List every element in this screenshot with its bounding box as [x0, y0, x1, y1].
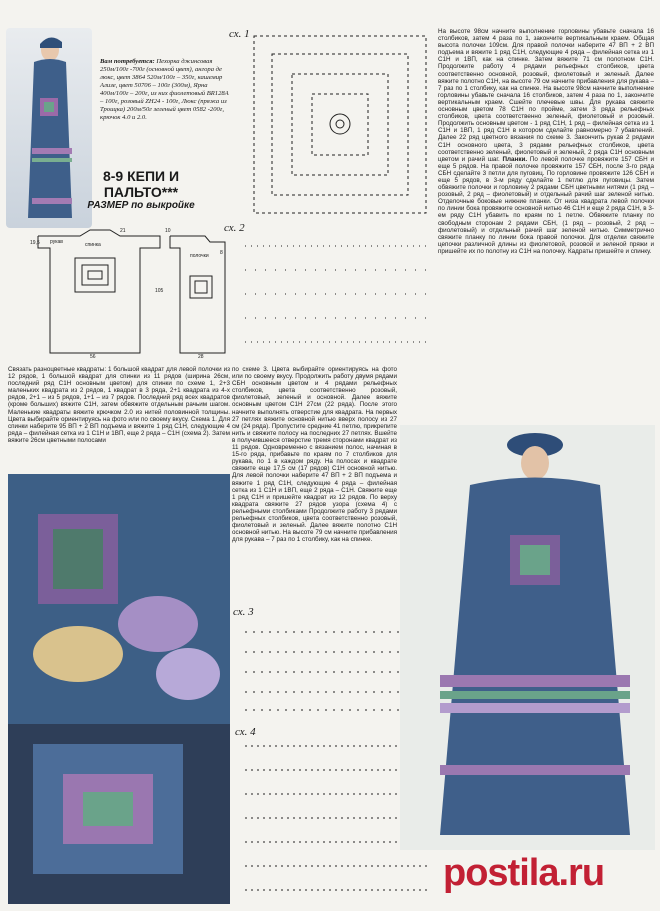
materials-text: Пехорка джинсовая 250м/100г -700г (основной цвет), ангора де люкс, цвет 3864 520м/100г – 350г, кашемир Ализе, цвет 50706 – 100г (300м), Ярна 400м/100г – 200г, из них фиолетовый BR128A – 100г, розовый ZH24 - 100г, Люкс (пряжа из Троицка) 200м/50г зеленый цвет 0582 -200г, крючок 4.0 и 2.0. — [100, 58, 229, 121]
right-planks-heading: Планки. — [502, 155, 528, 163]
left-text — [8, 366, 230, 444]
right-paragraph-2: По левой полочке провяжите 157 СБН и еще 5 рядов. На правой полочке провяжите 157 СБН, после 3-го ряда СБН сделайте 3 петли для пуговиц. По горловине провяжите 126 СБН и еще 5 рядов, в 3-м ряду сделайте 1 петлю для пуговицы. Затем обвяжите полочки и горловину 2 рядами СБН цветными нитями (1 ряд – розовый, 2 ряд – фиолетовый) и отдельный рачий шаг зеленой нитью. Отделочные боковые нижние планки. От низа квадрата левой полочки по линии бока провяжите основной нитью 46 С1Н и еще 2 ряда С1Н, в 3-ем ряду С1Н убавить по краям по 1 петле. Обвяжите планку по свободным сторонам 2 рядами СБН, (1 ряд – розовый, 2 ряд – фиолетовый) и отдельный рачий шаг зеленой нитью. Симметрично свяжите планку по линии бока правой полочки. Для отделки свяжите цепочки различной длины из фиолетовой, розовой и зеленой пряжи и пришейте их по полотну из С1Н на полочку. Кадраты пришейте и спинку. — [438, 155, 654, 255]
schema2-label: сх. 2 — [224, 222, 245, 234]
title-block — [70, 168, 212, 220]
materials-block — [100, 58, 230, 122]
yarn-photo — [8, 474, 230, 904]
schema2-chart — [245, 232, 430, 357]
dim-8: 8 — [220, 250, 223, 256]
dim-56: 56 — [90, 354, 96, 360]
schema4-label: сх. 4 — [235, 726, 256, 738]
postila-watermark — [443, 852, 604, 895]
label-sleeve: рукав — [50, 239, 63, 245]
yarn-photo-illustration — [8, 474, 230, 904]
title-size: РАЗМЕР по выкройке — [87, 200, 195, 211]
title-line2: ПАЛЬТО*** — [103, 184, 179, 200]
middle-paragraph: по схеме 3. Цвета выбирайте ориентируясь на фото или по своему вкусу. Продолжить работу двумя рядами СБН основным цветом и 4 рядами рельефных столбиков, цвета соответственно розовый, фиолетовый, зеленый и основной. Далее вяжите основным цветом С1Н 27см (22 ряда). После этого начните выполнять отверстие для квадрата. На первых 27 петлях вяжите основной нитью вверх полосу из 27 см (24 ряда). Пропустите средние 41 петлю, прикрепите нить и свяжите полосу на последних 27 петлях. Вшейте в получившееся отверстие тремя сторонами квадрат из 11 рядов. Одновременно с вязанием полос, начиная в 15-го ряда, прибавьте по краям по 7 столбиков для рукава, по 1 в каждом ряду. На полосах и квадрате свяжите еще 17,5 см (17 рядов) С1Н основной нитью. Для левой полочки наберите 47 ВП + 2 ВП подъема и вяжите 1 ряд С1Н, следующие 4 ряда – филейная сетка из 1 С1Н и 1ВП, еще 2 ряда – С1Н. Свяжите еще 1 ряд С1Н и пришейте квадрат из 12 рядов. По верху квадрата свяжите 27 рядов узора (схема 4) с рельефными столбиками Продолжите работу 3 рядами рельефных столбиков, цвета соответственно розовый, фиолетовый и зеленый. Далее вяжите полотно С1Н основной нитью. На высоте 79 см начните прибавления для рукава – 7 раз по 1 столбику, как на спинке. — [232, 366, 397, 544]
left-paragraph: Связать разноцветные квадраты: 1 большой квадрат для левой полочки из 12 рядов, 1 большой квадрат для спинки из 11 рядов (ширина 26см, последний ряд С1Н основным цветом) для спинки по схеме 1, 2+3 маленьких квадрата из 2 рядов, 1 квадрат в 3 ряда, 2+1 квадрата из 4-х рядов, 2+1 – из 5 рядов, 1+1 – из 7 рядов. Последний ряд всех квадратов (кроме больших) вяжите С1Н, затем обвяжите отдельным рачьим шагом. Маленькие квадраты вяжите крючком 2.0 из нитей половинной толщины. Цвета выбирайте ориентируясь на фото или по своему вкусу. Схема 1. Для спинки наберите 95 ВП + 2 ВП подъема и вяжите 1 ряд С1Н, следующие 4 ряда – филейная сетка из 1 С1Н и 1ВП, еще 2 ряда – С1Н (схема 2). Затем вяжите 26см цветными полосами — [8, 366, 230, 444]
schema3-label: сх. 3 — [233, 606, 254, 618]
watermark-tld: .ru — [558, 852, 605, 894]
dim-105: 105 — [155, 288, 164, 294]
watermark-brand: postila — [443, 852, 559, 894]
schema2-grid — [245, 232, 430, 357]
pattern-outline — [30, 228, 235, 360]
dim-19-5: 19,5 — [30, 240, 40, 246]
dim-10: 10 — [165, 228, 171, 234]
schema1-chart — [250, 32, 430, 217]
coat-photo — [400, 425, 655, 850]
schema1-grid — [250, 32, 430, 217]
garment-pattern — [30, 228, 235, 360]
materials-lead: Вам потребуется: — [100, 58, 155, 65]
right-text — [438, 28, 654, 255]
dim-21: 21 — [120, 228, 126, 234]
schema1-label: сх. 1 — [229, 28, 250, 40]
title-line1: 8-9 КЕПИ И — [102, 168, 180, 184]
middle-text — [232, 366, 397, 543]
coat-photo-illustration — [400, 425, 655, 850]
dim-28: 28 — [198, 354, 204, 360]
label-back: спинка — [85, 242, 101, 248]
label-shelf: полочки — [190, 253, 209, 259]
right-paragraph: На высоте 98см начните выполнение горловины убавьте сначала 16 столбиков, затем 4 раза по 1, закончите вертикальным краем. Общая высота полочки 109см. Для правой полочки наберите 47 ВП + 2 ВП подъема и вяжите 1 ряд С1Н, следующие 4 ряда – филейная сетка из 1 С1Н и 1ВП, как на спинке. Затем вяжите 71 см полотном С1Н. Продолжите работу 4 рядами рельефных столбиков, цвета соответственно основной, розовый, фиолетовый и зеленый. Далее вяжите полотно С1Н, на высоте 79 см начните прибавления для рукава – 7 раз по 1 столбику, как на спинке. На высоте 98см начните выполнение горловины убавьте сначала 16 столбиков, затем 4 раза по 1, закончите вертикальным краем. Сшейте плечевые швы. Для рукава свяжите основным цветом 78 С1Н по пройме, затем 3 ряда рельефных столбиков, цвета соответственно зеленый, фиолетовый и розовый. Продолжить основным цветом - 1 ряд С1Н, 1 ряд – филейная сетка из 1 С1Н и 1ВП, 1 ряд С1Н в котором сделайте равномерно 7 убавлений. Далее 22 ряд цветного вязания по схеме 3. Закончить рукав 2 рядами С1Н основного цвета, 3 рядами рельефных столбиков, цвета соответственно зеленый, фиолетовый и зеленый, 2 ряда С1Н основным цветом и рачий шаг. — [438, 28, 654, 163]
